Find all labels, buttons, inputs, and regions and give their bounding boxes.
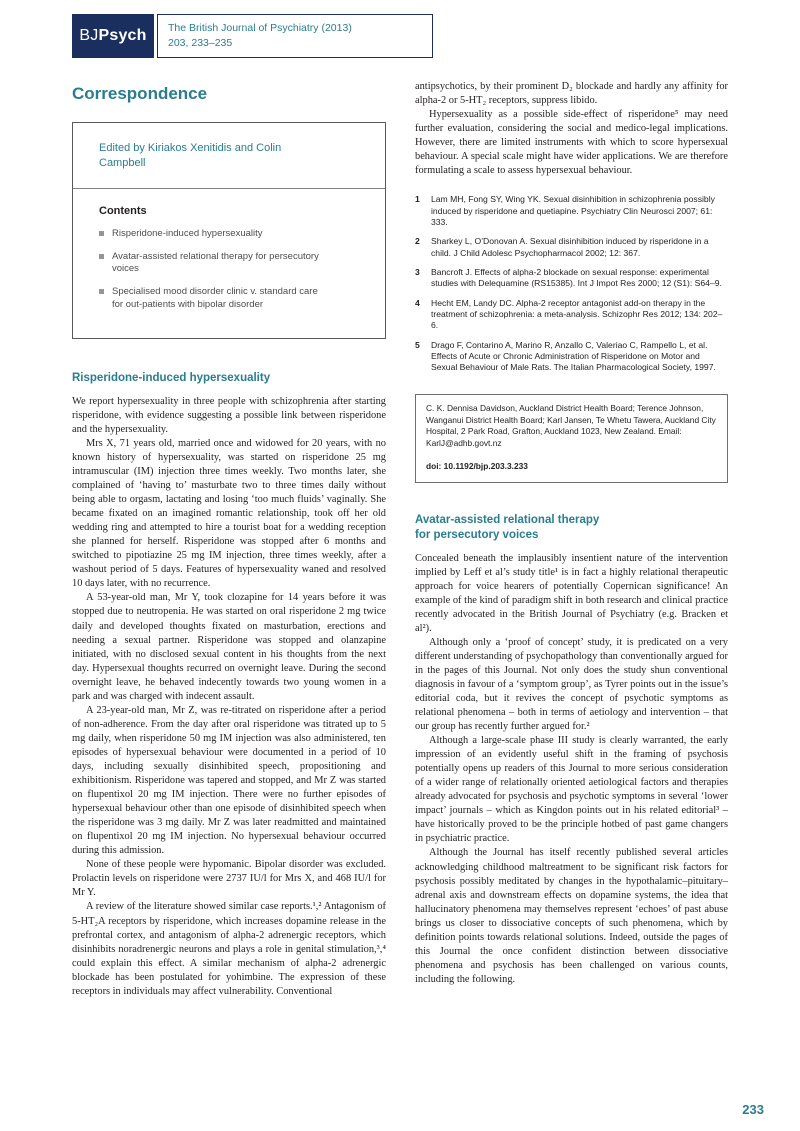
article1-paragraph: A 53-year-old man, Mr Y, took clozapine for 14 years before it was stopped due to neutropenia. He was started on oral risperidone 2 mg twice daily and developed thoughts fixated on masturbation, erections and needing a sexual partner. Risperidone was stopped and olanzapine initiated, with no disclosed sexual content in his thoughts from the next day. Hypersexual thoughts recurred on overnight leave. During the second overnight leave, he behaved indecently towards two young women in a park and was charged with indecent assault. — [72, 592, 386, 702]
author-affiliations: C. K. Dennisa Davidson, Auckland District Health Board; Terence Johnson, Wanganui District Health Board; Karl Jansen, Te Whetu Tawera, Auckland City Hospital, 2 Park Road, Grafton, Auckland 1023, New Zealand. Email: KarlJ@adhb.govt.nz — [426, 402, 716, 449]
article1-paragraph: A 23-year-old man, Mr Z, was re-titrated on risperidone after a period of non-adherence. From the day after oral risperidone was titrated up to 5 mg daily, when risperidone 50 mg IM injection was also administered, ten episodes of hypersexual behaviour were documented in a period of 10 days, including sexually disinhibited speech, propositioning and exhibitionism. Risperidone was tapered and stopped, and Mr Z was started on flupentixol 20 mg IM injection. There were no further episodes of hypersexual behaviour other than one episode of disinhibited speech when the risperidone was 3 mg daily. Mr Z was later readmitted and maintained on flupentixol 20 mg IM injection. No hypersexual behaviour occurred during this admission. — [72, 704, 386, 857]
article2-title: Avatar-assisted relational therapy for persecutory voices — [415, 513, 600, 541]
reference-item — [415, 267, 728, 290]
journal-issue: 203, 233–235 — [168, 37, 233, 49]
article2-paragraph: Although a large-scale phase III study is clearly warranted, the early impression of an evidently useful shift in the framing of psychosis potentially opens up readers of this Journal to more serious consideration of a wider range of relationally oriented aetiological factors and therapies already advocated for psychosis and psychotic symptoms in several ‘lower impact’ journals – which as Kingdon points out in his related editorial³ – have historically proved to be the principle hotbed of past game changers in psychiatric practice. — [415, 735, 728, 845]
contents-item — [99, 251, 324, 277]
reference-text: Sharkey L, O’Donovan A. Sexual disinhibition induced by risperidone in a child. J Child Adolesc Psychopharmacol 2002; 12: 367. — [431, 236, 709, 258]
reference-item — [415, 298, 728, 332]
article1-paragraph: None of these people were hypomanic. Bipolar disorder was excluded. Prolactin levels on risperidone were 2737 IU/l for Mrs X, and 468 IU/l for Mr Y. — [72, 859, 386, 899]
reference-text: Drago F, Contarino A, Marino R, Anzallo C, Valeriao C, Rampello L, et al. Effects of Acute or Chronic Administration of Risperidone on Motor and Sexual Behaviour of Male Rats. The Italian Pharmacological Society, 1997. — [431, 339, 716, 373]
doi-line: doi: 10.1192/bjp.203.3.233 — [426, 460, 528, 471]
logo-text-psych: Psych — [98, 27, 147, 44]
reference-text: Bancroft J. Effects of alpha-2 blockade on sexual response: experimental studies with Delequamine (RS15385). Int J Impot Res 2000; 12 (S1): S64–9. — [431, 267, 722, 289]
section-title-correspondence: Correspondence — [72, 84, 208, 103]
journal-title: The British Journal of Psychiatry (2013) — [168, 21, 352, 34]
square-bullet-icon — [99, 289, 104, 294]
logo-text-bj: BJ — [79, 27, 99, 44]
reference-list — [415, 194, 728, 373]
right-column — [415, 80, 728, 999]
reference-text: Hecht EM, Landy DC. Alpha-2 receptor antagonist add-on therapy in the treatment of schizophrenia: a meta-analysis. Schizophr Res 2012; 134: 202–6. — [431, 297, 723, 331]
article2-paragraph: Although only a ‘proof of concept’ study, it is predicated on a very different understanding of psychopathology than conventionally argued for in the pages of this Journal. Not only does the study shun conventional diagnosis in favour of a ‘symptom group’, as Tyrer points out in the issue’s editorial coda, but it revives the concept of psychotic symptoms as relational phenomena – both in terms of aetiology and intervention – that our group has recently further argued for.² — [415, 636, 728, 733]
contents-heading: Contents — [99, 204, 147, 217]
contents-box — [72, 122, 386, 339]
page-header — [72, 14, 734, 58]
square-bullet-icon — [99, 231, 104, 236]
contents-item-label: Risperidone-induced hypersexuality — [112, 227, 263, 239]
contents-item — [99, 228, 324, 241]
reference-number: 1 — [415, 194, 420, 205]
article2-paragraph: Although the Journal has itself recently published several articles acknowledging childhood maltreatment to be significant risk factors for psychosis possibly meditated by changes in the hypothalamic–pituitary–adrenal axis and downstream effects on dopamine systems, the idea that hallucinatory phenomena may themselves represent ‘echoes’ of past abuse brings us closer to dissociative concepts of such phenomena, which by definition points towards relational solutions. Indeed, outside the pages of this Journal the once confident distinction between dissociative phenomena and psychosis has been challenged on various counts, including the following. — [415, 847, 728, 985]
reference-number: 4 — [415, 297, 420, 308]
reference-number: 2 — [415, 236, 420, 247]
contents-list — [99, 228, 369, 312]
article1-paragraph: Mrs X, 71 years old, married once and widowed for 20 years, with no known history of hypersexuality, was started on risperidone 25 mg intramuscular (IM) injection three times weekly. Two months later, she complained of ‘having to’ masturbate two to three times daily without being able to orgasm, lactating and losing ‘too much fluids’ vaginally. She became fixated on an imagined romantic relationship, took off her old wedding ring and attempted to hire a tourist boat for a wedding reception she planned for herself. Risperidone was stopped after 6 months and switched to pipotiazine 25 mg IM injection, three times weekly, after a washout period of 5 days. Features of hypersexuality waned and resolved 10 days later, with no recurrence. — [72, 437, 386, 590]
article1-paragraph: We report hypersexuality in three people with schizophrenia after starting risperidone, with evidence suggesting a possible link between risperidone and the hypersexuality. — [72, 395, 386, 435]
article1-paragraph: A review of the literature showed similar case reports.¹,² Antagonism of 5-HT₂A receptors by risperidone, which increases dopamine release in the prefrontal cortex, and antagonism of alpha-2 adrenergic receptors, which disinhibits noradrenergic neurons and plays a role in genital stimulation,³,⁴ could explain this effect. A similar mechanism of alpha-2 adrenergic blockade has been postulated for yohimbine. The expression of these receptors in individuals may affect vulnerability. Conventional — [72, 901, 386, 997]
page-number: 233 — [742, 1102, 764, 1117]
bjpsych-logo — [72, 14, 154, 58]
journal-info-box — [157, 14, 433, 58]
reference-number: 3 — [415, 267, 420, 278]
square-bullet-icon — [99, 254, 104, 259]
reference-item — [415, 236, 728, 259]
contents-item-label: Avatar-assisted relational therapy for persecutory voices — [112, 250, 319, 275]
article1-paragraph: Hypersexuality as a possible side-effect of risperidone⁵ may need further evaluation, considering the social and medico-legal implications. However, there are limited instruments with which to score hypersexual behaviour. A special scale might have wider applications. We are therefore formulating a scale to assess hypersexual behaviour. — [415, 109, 728, 177]
two-column-body — [72, 80, 734, 999]
contents-item — [99, 286, 324, 312]
contents-item-label: Specialised mood disorder clinic v. standard care for out-patients with bipolar disorder — [112, 286, 318, 311]
article2-paragraph: Concealed beneath the implausibly insentient nature of the intervention implied by Leff et al’s study title¹ is in fact a highly relational therapeutic approach for voice hearers of potentially Copernican significance! An example of the kind of paradigm shift in both research and clinical practice recently advocated in the British Journal of Psychiatry (e.g. Bracken et al²). — [415, 552, 728, 634]
left-column — [72, 80, 386, 999]
article1-paragraph-continued: antipsychotics, by their prominent D₂ blockade and hardly any affinity for alpha-2 or 5-HT₂ receptors, suppress libido. — [415, 81, 728, 107]
article1-title: Risperidone-induced hypersexuality — [72, 371, 271, 384]
edited-by-line: Edited by Kiriakos Xenitidis and Colin Campbell — [99, 142, 282, 170]
contents-divider — [73, 188, 385, 189]
reference-item — [415, 340, 728, 374]
reference-item — [415, 194, 728, 228]
author-affiliation-box — [415, 394, 728, 483]
reference-number: 5 — [415, 339, 420, 350]
reference-text: Lam MH, Fong SY, Wing YK. Sexual disinhibition in schizophrenia possibly induced by risperidone and quetiapine. Psychiatry Clin Neurosci 2007; 61: 333. — [431, 194, 715, 228]
